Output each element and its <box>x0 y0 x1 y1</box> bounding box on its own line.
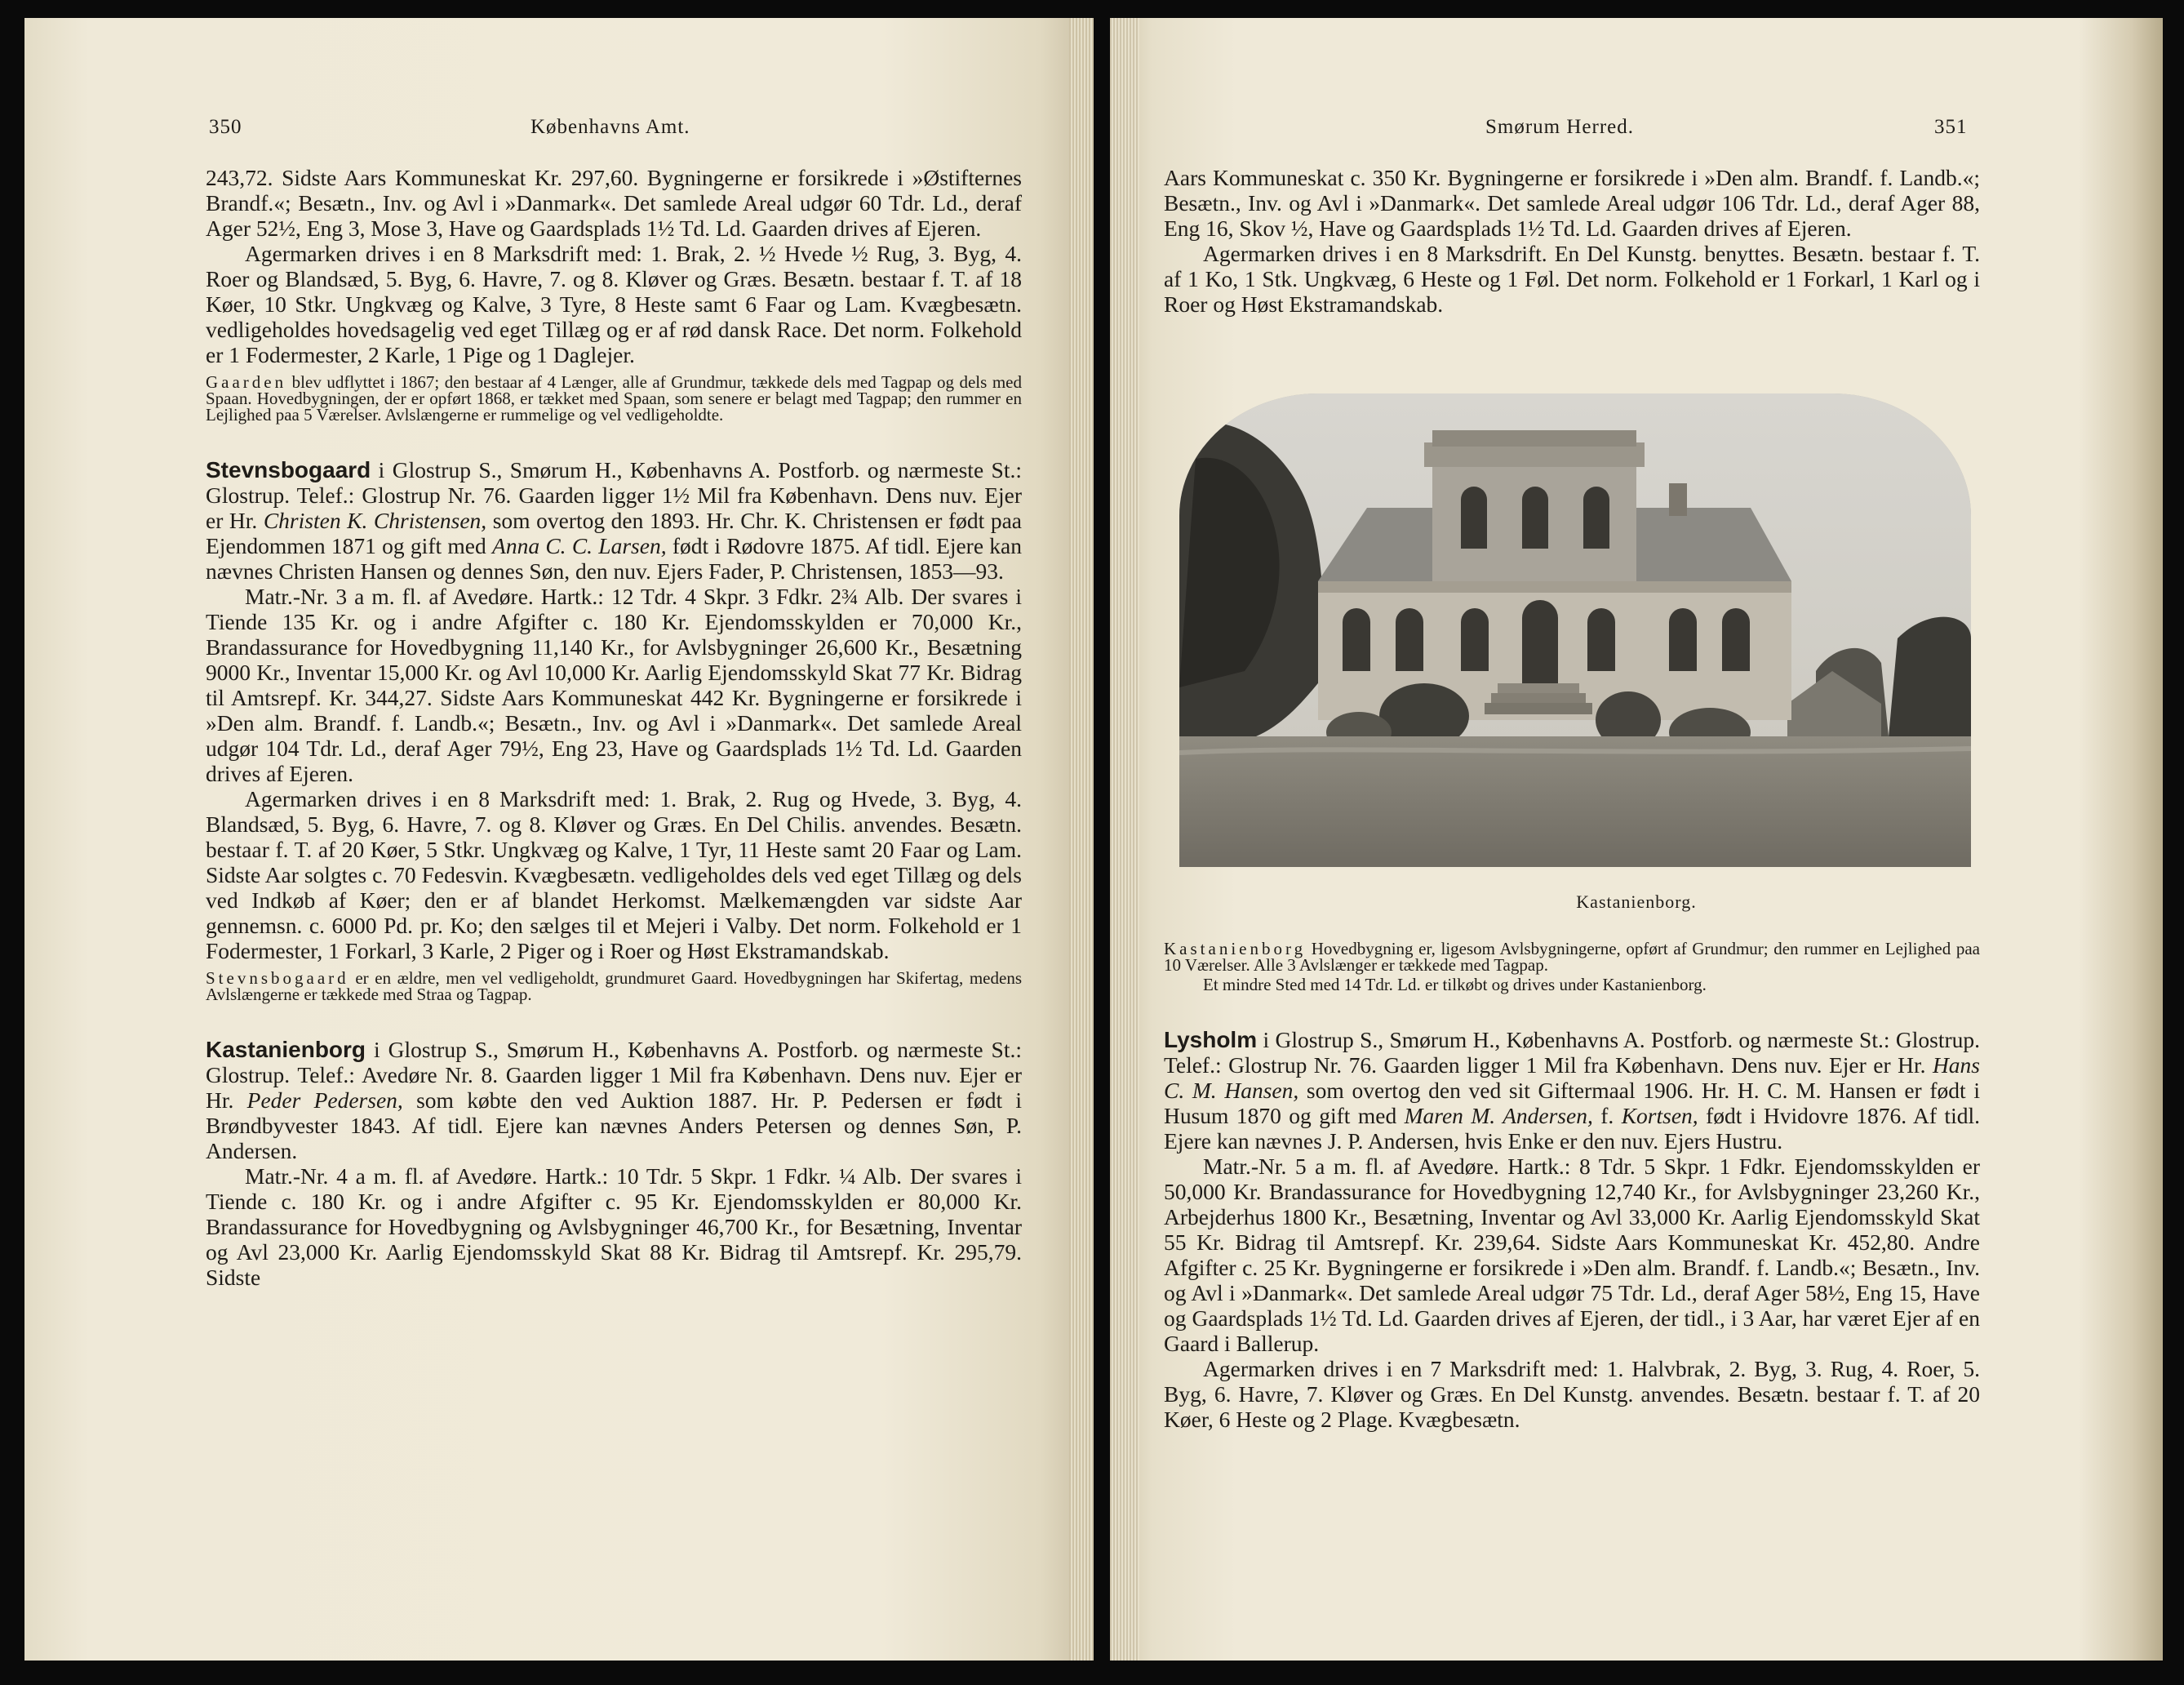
note: Gaarden blev udflyttet i 1867; den bestaar af 4 Længer, alle af Grundmur, tækkede dels med Tagpap og dels med Spaan. Hovedbygningen, der er opført 1868, er tækket med Spaan, som senere er belagt med Tagpap; den rummer en Lejlighed paa 5 Værelser. Avlslængerne er rummelige og vel vedligeholdte. <box>206 372 1022 425</box>
kastanienborg-photo <box>1179 393 1971 867</box>
entry-title: Lysholm <box>1164 1027 1258 1052</box>
right-page <box>1110 18 2163 1661</box>
note: Kastanienborg Hovedbygning er, ligesom Avlsbygningerne, opført af Grundmur; den rummer en Lejlighed paa 10 Værelser. Alle 3 Avlslænger er tækkede med Tagpap. <box>1164 939 1980 975</box>
photo-caption: Kastanienborg. <box>1576 891 1697 912</box>
right-column-bottom <box>1164 940 1980 1432</box>
note: Et mindre Sted med 14 Tdr. Ld. er tilkøbt og drives under Kastanienborg. <box>1203 975 1707 994</box>
right-column-top <box>1164 165 1980 317</box>
paragraph: Matr.-Nr. 3 a m. fl. af Avedøre. Hartk.: 12 Tdr. 4 Skpr. 3 Fdkr. 2¾ Alb. Der svares i Tiende 135 Kr. og i andre Afgifter c. 180 Kr. Ejendomsskylden er 70,000 Kr., Brandassurance for Hovedbygning 11,140 Kr., for Avlsbygninger 26,600 Kr., Besætning 9000 Kr., Inventar 15,000 Kr. og Avl 10,000 Kr. Aarlig Ejendomsskyld Skat 77 Kr. Bidrag til Amtsrepf. Kr. 344,27. Sidste Aars Kommuneskat 442 Kr. Bygningerne er forsikrede i »Den alm. Brandf. f. Landb.«; Besætn., Inv. og Avl i »Danmark«. Det samlede Areal udgør 104 Tdr. Ld., deraf Ager 79½, Eng 23, Have og Gaardsplads 1½ Td. Ld. Gaarden drives af Ejeren. <box>206 584 1022 786</box>
paragraph: Agermarken drives i en 8 Marksdrift med: 1. Brak, 2. Rug og Hvede, 3. Byg, 4. Blandsæd, 5. Byg, 6. Havre, 7. og 8. Kløver og Græs. En Del Chilis. anvendes. Besætn. bestaar f. T. af 20 Køer, 5 Stkr. Ungkvæg og Kalve, 1 Tyr, 11 Heste samt 20 Faar og Lam. Sidste Aar solgtes c. 70 Fedesvin. Kvægbesætn. vedligeholdes dels ved eget Tillæg og dels ved Indkøb af Køer; den er af blandet Herkomst. Mælkemængden var sidste Aar gennemsn. c. 6000 Pd. pr. Ko; den sælges til et Mejeri i Valby. Det norm. Folkehold er 1 Fodermester, 1 Forkarl, 3 Karle, 2 Piger og i Roer og Høst Ekstramandskab. <box>206 786 1022 963</box>
paragraph: Aars Kommuneskat c. 350 Kr. Bygningerne er forsikrede i »Den alm. Brandf. f. Landb.«; Besætn., Inv. og Avl i »Danmark«. Det samlede Areal udgør 106 Tdr. Ld., deraf Ager 88, Eng 16, Skov ½, Have og Gaardsplads 1½ Td. Ld. Gaarden drives af Ejeren. <box>1164 165 1980 241</box>
page-edge <box>1069 18 1094 1661</box>
page-edge <box>1110 18 1139 1661</box>
entry-stevnsbogaard: Stevnsbogaard i Glostrup S., Smørum H., Københavns A. Postforb. og nærmeste St.: Glostrup. Telef.: Glostrup Nr. 76. Gaarden ligger 1½ Mil fra København. Dens nuv. Ejer er Hr. Christen K. Christensen, som overtog den 1893. Hr. Chr. K. Christensen er født paa Ejendommen 1871 og gift med Anna C. C. Larsen, født i Rødovre 1875. Af tidl. Ejere kan nævnes Christen Hansen og dennes Søn, den nuv. Ejers Fader, P. Christensen, 1853—93. <box>206 457 1023 584</box>
running-head: Københavns Amt. <box>530 116 690 138</box>
paragraph: Agermarken drives i en 8 Marksdrift. En Del Kunstg. benyttes. Besætn. bestaar f. T. af 1 Ko, 1 Stk. Ungkvæg, 6 Heste og 1 Føl. Det norm. Folkehold er 1 Forkarl, 1 Karl og i Roer og Høst Ekstramandskab. <box>1164 241 1980 317</box>
paragraph: Matr.-Nr. 4 a m. fl. af Avedøre. Hartk.: 10 Tdr. 5 Skpr. 1 Fdkr. ¼ Alb. Der svares i Tiende c. 180 Kr. og i andre Afgifter c. 95 Kr. Ejendomsskylden er 80,000 Kr. Brandassurance for Hovedbygning og Avlsbygninger 46,700 Kr., for Besætning, Inventar og Avl 23,000 Kr. Aarlig Ejendomsskyld Skat 88 Kr. Bidrag til Amtsrepf. Kr. 295,79. Sidste <box>206 1163 1022 1290</box>
entry-title: Stevnsbogaard <box>206 457 371 482</box>
running-head: Smørum Herred. <box>1485 116 1635 138</box>
entry-kastanienborg: Kastanienborg i Glostrup S., Smørum H., Københavns A. Postforb. og nærmeste St.: Glostrup. Telef.: Avedøre Nr. 8. Gaarden ligger 1 Mil fra København. Dens nuv. Ejer er Hr. Peder Pedersen, som købte den ved Auktion 1887. Hr. P. Pedersen er født i Brøndbyvester 1843. Af tidl. Ejere kan nævnes Anders Petersen og dennes Søn, P. Andersen. <box>206 1037 1023 1163</box>
paragraph: Agermarken drives i en 8 Marksdrift med: 1. Brak, 2. ½ Hvede ½ Rug, 3. Byg, 4. Roer og Blandsæd, 5. Byg, 6. Havre, 7. og 8. Kløver og Græs. Besætn. bestaar f. T. af 18 Køer, 10 Stkr. Ungkvæg og Kalve, 3 Tyre, 8 Heste samt 6 Faar og Lam. Kvægbesætn. vedligeholdes hovedsagelig ved eget Tillæg og er af rød dansk Race. Det norm. Folkehold er 1 Fodermester, 2 Karle, 1 Pige og 1 Daglejer. <box>206 241 1022 367</box>
house-illustration <box>1179 393 1971 867</box>
entry-title: Kastanienborg <box>206 1037 366 1062</box>
page-number: 351 <box>1934 116 1968 138</box>
entry-lysholm: Lysholm i Glostrup S., Smørum H., Københavns A. Postforb. og nærmeste St.: Glostrup. Telef.: Glostrup Nr. 76. Gaarden ligger 1 Mil fra København. Dens nuv. Ejer er Hr. Hans C. M. Hansen, som overtog den ved sit Giftermaal 1906. Hr. H. C. M. Hansen er født i Husum 1870 og gift med Maren M. Andersen, f. Kortsen, født i Hvidovre 1876. Af tidl. Ejere kan nævnes J. P. Andersen, hvis Enke er den nuv. Ejers Hustru. <box>1164 1027 1980 1154</box>
left-page <box>24 18 1094 1661</box>
left-column <box>206 165 1022 1290</box>
page-number: 350 <box>209 116 242 138</box>
note: Stevnsbogaard er en ældre, men vel vedligeholdt, grundmuret Gaard. Hovedbygningen har Skifertag, medens Avlslængerne er tækkede med Straa og Tagpap. <box>206 968 1022 1004</box>
paragraph: Matr.-Nr. 5 a m. fl. af Avedøre. Hartk.: 8 Tdr. 5 Skpr. 1 Fdkr. Ejendomsskylden er 50,000 Kr. Brandassurance for Hovedbygning 12,740 Kr., for Avlsbygninger 23,260 Kr., Arbejderhus 1800 Kr., Besætning, Inventar og Avl 33,000 Kr. Aarlig Ejendomsskyld Skat 55 Kr. Bidrag til Amtsrepf. Kr. 239,64. Sidste Aars Kommuneskat Kr. 452,80. Andre Afgifter c. 25 Kr. Bygningerne er forsikrede i »Den alm. Brandf. f. Landb.«; Besætn., Inv. og Avl i »Danmark«. Det samlede Areal udgør 75 Tdr. Ld., deraf Ager 58½, Eng 15, Have og Gaardsplads 1½ Td. Ld. Gaarden drives af Ejeren, der tidl., i 3 Aar, har været Ejer af en Gaard i Ballerup. <box>1164 1154 1980 1356</box>
paragraph: 243,72. Sidste Aars Kommuneskat Kr. 297,60. Bygningerne er forsikrede i »Østifternes Brandf.«; Besætn., Inv. og Avl i »Danmark«. Det samlede Areal udgør 60 Tdr. Ld., deraf Ager 52½, Eng 3, Mose 3, Have og Gaardsplads 1½ Td. Ld. Gaarden drives af Ejeren. <box>206 165 1022 241</box>
paragraph: Agermarken drives i en 7 Marksdrift med: 1. Halvbrak, 2. Byg, 3. Rug, 4. Roer, 5. Byg, 6. Havre, 7. Kløver og Græs. En Del Kunstg. anvendes. Besætn. bestaar f. T. af 20 Køer, 6 Heste og 2 Plage. Kvægbesætn. <box>1164 1356 1980 1432</box>
